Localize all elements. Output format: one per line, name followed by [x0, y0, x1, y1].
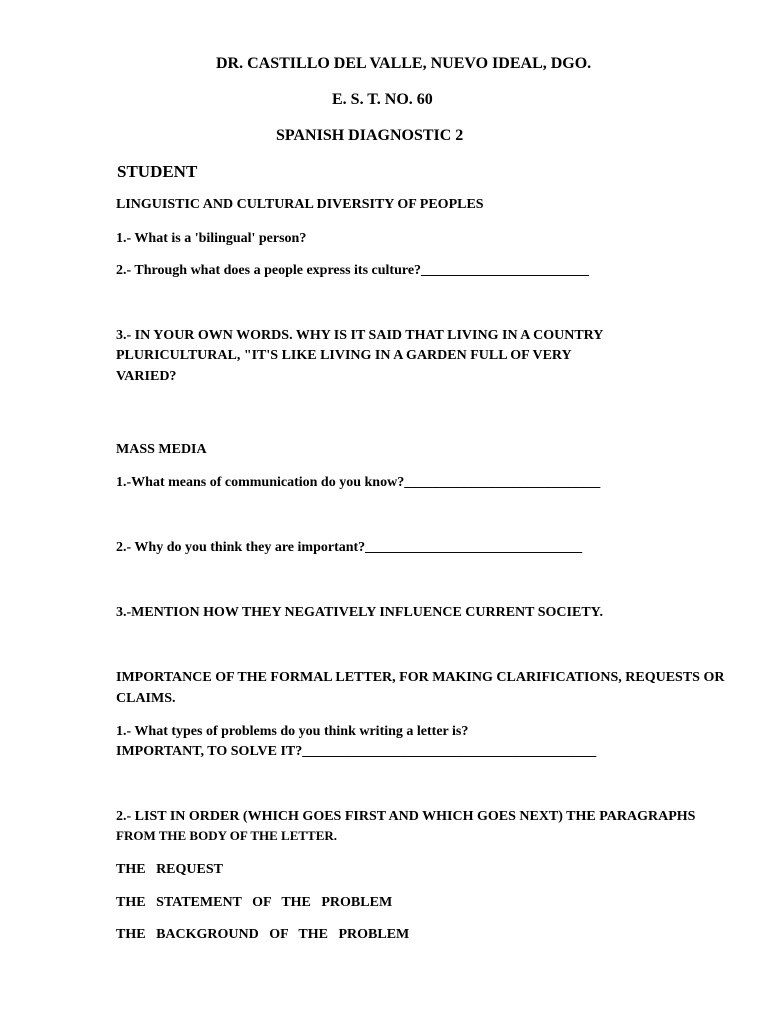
question-pluricultural-line3: VARIED? [116, 369, 177, 384]
question-paragraph-order-line2: FROM THE BODY OF THE LETTER. [116, 828, 338, 843]
school-number: E. S. T. NO. 60 [332, 91, 433, 108]
section-title-mass-media: MASS MEDIA [116, 442, 207, 457]
section-title-formal-letter-line2: CLAIMS. [116, 691, 176, 706]
question-letter-problems-line1: 1.- What types of problems do you think writing a letter is? [116, 724, 469, 739]
question-culture-expression: 2.- Through what does a people express its culture?________________________ [116, 263, 590, 278]
section-title-formal-letter-line1: IMPORTANCE OF THE FORMAL LETTER, FOR MAKING CLARIFICATIONS, REQUESTS OR [116, 670, 725, 685]
list-item-statement: THE STATEMENT OF THE PROBLEM [116, 895, 393, 910]
question-letter-problems-line2: IMPORTANT, TO SOLVE IT?__________________________________________ [116, 744, 597, 759]
question-pluricultural-line1: 3.- IN YOUR OWN WORDS. WHY IS IT SAID THAT LIVING IN A COUNTRY [116, 328, 604, 343]
exam-title: SPANISH DIAGNOSTIC 2 [276, 127, 464, 144]
question-paragraph-order-line1: 2.- LIST IN ORDER (WHICH GOES FIRST AND WHICH GOES NEXT) THE PARAGRAPHS [116, 809, 696, 824]
question-bilingual: 1.- What is a 'bilingual' person? [116, 231, 307, 246]
student-label: STUDENT [117, 162, 198, 181]
school-line: DR. CASTILLO DEL VALLE, NUEVO IDEAL, DGO. [216, 55, 592, 72]
section-title-diversity: LINGUISTIC AND CULTURAL DIVERSITY OF PEOPLES [116, 197, 484, 212]
question-communication-means: 1.-What means of communication do you know?____________________________ [116, 475, 601, 490]
list-item-background: THE BACKGROUND OF THE PROBLEM [116, 927, 410, 942]
question-negative-influence: 3.-MENTION HOW THEY NEGATIVELY INFLUENCE CURRENT SOCIETY. [116, 605, 603, 620]
list-item-request: THE REQUEST [116, 862, 223, 877]
question-importance: 2.- Why do you think they are important?_______________________________ [116, 540, 583, 555]
question-pluricultural-line2: PLURICULTURAL, "IT'S LIKE LIVING IN A GARDEN FULL OF VERY [116, 348, 572, 363]
